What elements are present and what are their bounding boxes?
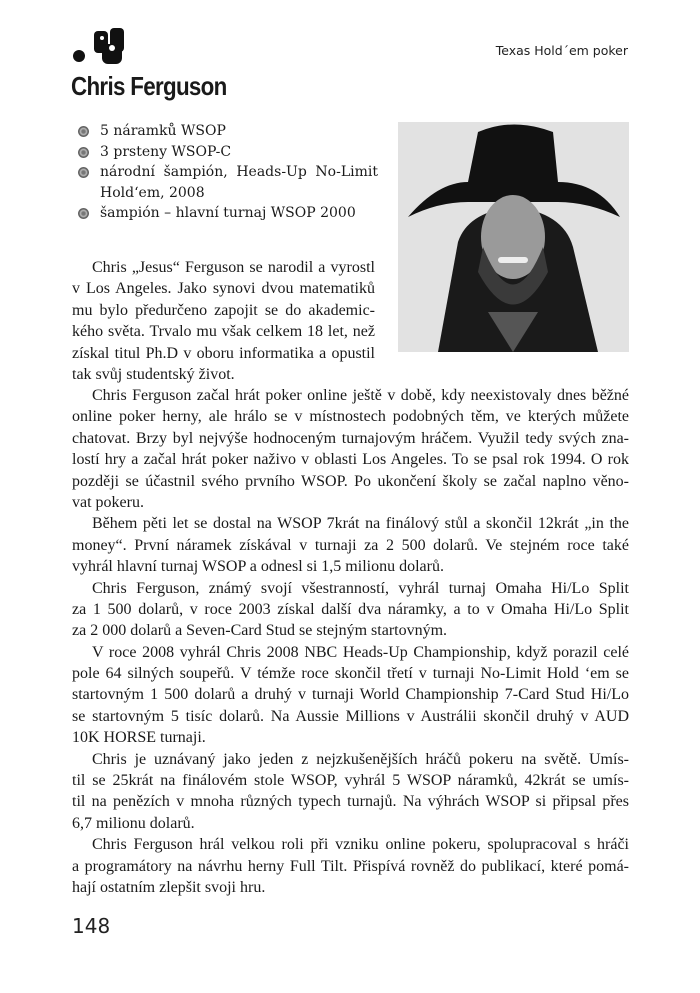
text-line: Během pěti let se dostal na WSOP 7krát na finálový stůl a skončil 12krát „in the bbox=[92, 515, 629, 533]
paragraph bbox=[72, 513, 629, 577]
text-line: pole 64 silných soupeřů. V témže roce skončil třetí v turnaji No-Limit Hold ‘em se bbox=[72, 665, 629, 683]
text-line: hají ostatním zlepšit svoji hru. bbox=[72, 878, 266, 896]
paragraph bbox=[72, 749, 629, 835]
text-line: online poker herny, ale hrálo se v místnostech podobných těm, ve kterých můžete bbox=[72, 408, 629, 426]
text-line: startovným 1 500 dolarů a druhý v turnaji World Championship 7-Card Stud Hi/Lo bbox=[72, 686, 629, 704]
text-line: vyhrál hlavní turnaj WSOP a odnesl si 1,5 milionu dolarů. bbox=[72, 558, 444, 576]
poker-chips-logo-icon bbox=[72, 26, 138, 66]
bullet-icon bbox=[78, 147, 89, 158]
paragraph bbox=[72, 834, 629, 898]
paragraph bbox=[72, 642, 629, 749]
text-line: za 2 000 dolarů a Seven-Card Stud se stejným startovným. bbox=[72, 622, 448, 640]
text-line: později se účastnil svého prvního WSOP. Po ukončení školy se začal naplno věno- bbox=[72, 472, 629, 490]
portrait-photo bbox=[398, 122, 629, 352]
text-line: til se 25krát na finálovém stole WSOP, vyhrál 5 WSOP náramků, 42krát se umís- bbox=[72, 772, 629, 790]
bullet-icon bbox=[78, 167, 89, 178]
text-line: se startovným 5 tisíc dolarů. Na Aussie Millions v Austrálii skončil druhý v AUD bbox=[72, 707, 629, 725]
text-line: a programátory na návrhu herny Full Tilt. Přispívá rovněž do publikací, které pomá- bbox=[72, 857, 629, 875]
bullet-icon bbox=[78, 208, 89, 219]
text-line: za 1 500 dolarů, v roce 2003 získal další dva náramky, a to v Omaha Hi/Lo Split bbox=[72, 600, 629, 618]
text-line: Chris Ferguson začal hrát poker online ještě v době, kdy neexistovaly dnes běžné bbox=[92, 387, 629, 404]
text-line: lostí hry a začal hrát poker naživo v oblasti Los Angeles. To se psal rok 1994. O rok bbox=[72, 451, 629, 469]
text-line: Chris je uznávaný jako jeden z nejzkušenějších hráčů pokeru na světě. Umís- bbox=[92, 750, 629, 768]
text-line: vat pokeru. bbox=[72, 493, 144, 511]
paragraph bbox=[72, 578, 629, 642]
text-line: Chris Ferguson, známý svojí všestranností, vyhrál turnaj Omaha Hi/Lo Split bbox=[92, 579, 629, 597]
text-line: V roce 2008 vyhrál Chris 2008 NBC Heads-Up Championship, když porazil celé bbox=[92, 643, 629, 661]
text-line: 6,7 milionu dolarů. bbox=[72, 814, 195, 832]
achievements-list bbox=[78, 121, 378, 224]
achievement-item: 5 náramků WSOP bbox=[78, 121, 378, 142]
text-line: chatovat. Brzy byl nejvýše hodnoceným turnajovým hráčem. Využil tedy svých zna- bbox=[72, 429, 629, 447]
body-text bbox=[72, 385, 629, 898]
achievement-item: šampión – hlavní turnaj WSOP 2000 bbox=[78, 203, 378, 224]
bullet-icon bbox=[78, 126, 89, 137]
text-line: Chris Ferguson hrál velkou roli při vzniku online pokeru, spolupracoval s hráči bbox=[92, 836, 629, 854]
text-line: money“. První náramek získával v turnaji za 2 500 dolarů. Ve stejném roce také bbox=[72, 536, 629, 554]
page-title: Chris Ferguson bbox=[71, 71, 227, 101]
text-line: 10K HORSE turnaji. bbox=[72, 729, 206, 747]
achievement-item: 3 prsteny WSOP-C bbox=[78, 142, 378, 163]
intro-paragraph: Chris „Jesus“ Ferguson se narodil a vyrostl v Los Angeles. Jako synovi dvou matematiků mu bylo předurčeno zapojit se do akademic- kého světa. Trvalo mu však celkem 18 let, než získal titul Ph.D v oboru informatika a opustil tak svůj studentský život. bbox=[72, 259, 375, 383]
achievement-item: národní šampión, Heads-Up No-Limit Hold‘em, 2008 bbox=[78, 162, 378, 203]
running-head: Texas Hold´em poker bbox=[495, 43, 628, 58]
paragraph bbox=[72, 385, 629, 513]
page-number: 148 bbox=[72, 914, 111, 938]
text-line: til na penězích v mnoha různých typech turnajů. Na výhrách WSOP si připsal přes bbox=[72, 793, 629, 811]
